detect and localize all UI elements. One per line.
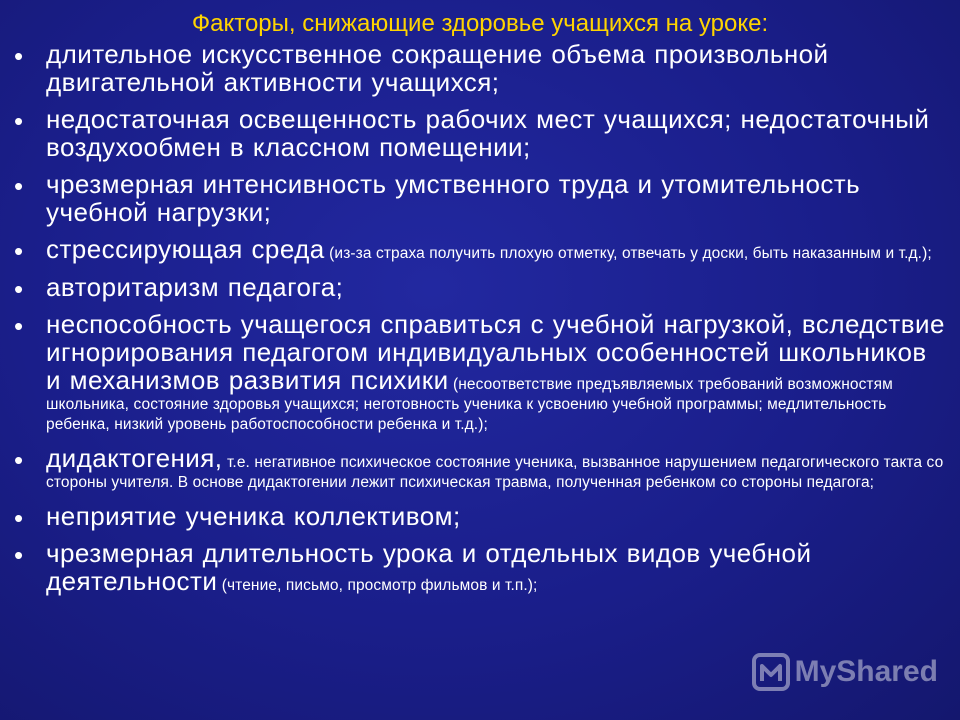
bullet-icon: • (14, 236, 24, 266)
list-item (14, 539, 949, 596)
item-main-text: неприятие ученика коллективом; (46, 501, 461, 531)
bullet-icon: • (14, 503, 24, 533)
list-item (14, 310, 949, 435)
factors-list (14, 40, 949, 605)
bullet-icon: • (14, 106, 24, 136)
bullet-icon: • (14, 311, 24, 341)
item-main-text: длительное искусственное сокращение объема произвольной двигательной активности учащихся; (46, 39, 829, 97)
item-main-text: чрезмерная длительность урока и отдельных видов учебной деятельности (46, 538, 812, 596)
item-main-text: авторитаризм педагога; (46, 272, 344, 302)
bullet-icon: • (14, 274, 24, 304)
item-main-text: чрезмерная интенсивность умственного труда и утомительность учебной нагрузки; (46, 169, 861, 227)
list-item (14, 444, 949, 493)
bullet-icon: • (14, 171, 24, 201)
item-note-text: т.е. негативное психическое состояние ученика, вызванное нарушением педагогического такта со стороны учителя. В основе дидактогении лежит психическая травма, полученная ребенком со стороны педагога; (46, 454, 944, 491)
list-item (14, 105, 949, 161)
item-main-text: дидактогения, (46, 443, 223, 473)
list-item (14, 235, 949, 264)
item-main-text: стрессирующая среда (46, 234, 325, 264)
bullet-icon: • (14, 540, 24, 570)
watermark-text: MyShared (794, 655, 938, 688)
list-item (14, 40, 949, 96)
bullet-icon: • (14, 445, 24, 475)
bullet-icon: • (14, 41, 24, 71)
watermark (751, 652, 938, 692)
item-note-text: (чтение, письмо, просмотр фильмов и т.п.); (221, 577, 538, 594)
slide-title: Факторы, снижающие здоровье учащихся на уроке: (191, 10, 769, 37)
item-note-text: (из-за страха получить плохую отметку, отвечать у доски, быть наказанным и т.д.); (329, 245, 932, 262)
list-item (14, 170, 949, 226)
myshared-logo-icon (751, 652, 791, 692)
item-note-text: (несоответствие предъявляемых требований возможностям школьника, состояние здоровья учащихся; неготовность ученика к усвоению учебной программы; медлительность ребенка, низкий уровень работоспособности ребенка и т.д.); (46, 376, 893, 433)
item-main-text: неспособность учащегося справиться с учебной нагрузкой, вследствие игнорирования педагогом индивидуальных особенностей школьников и механизмов развития психики (46, 309, 945, 395)
list-item (14, 501, 949, 533)
list-item (14, 272, 949, 304)
item-main-text: недостаточная освещенность рабочих мест учащихся; недостаточный воздухообмен в классном помещении; (46, 104, 930, 162)
